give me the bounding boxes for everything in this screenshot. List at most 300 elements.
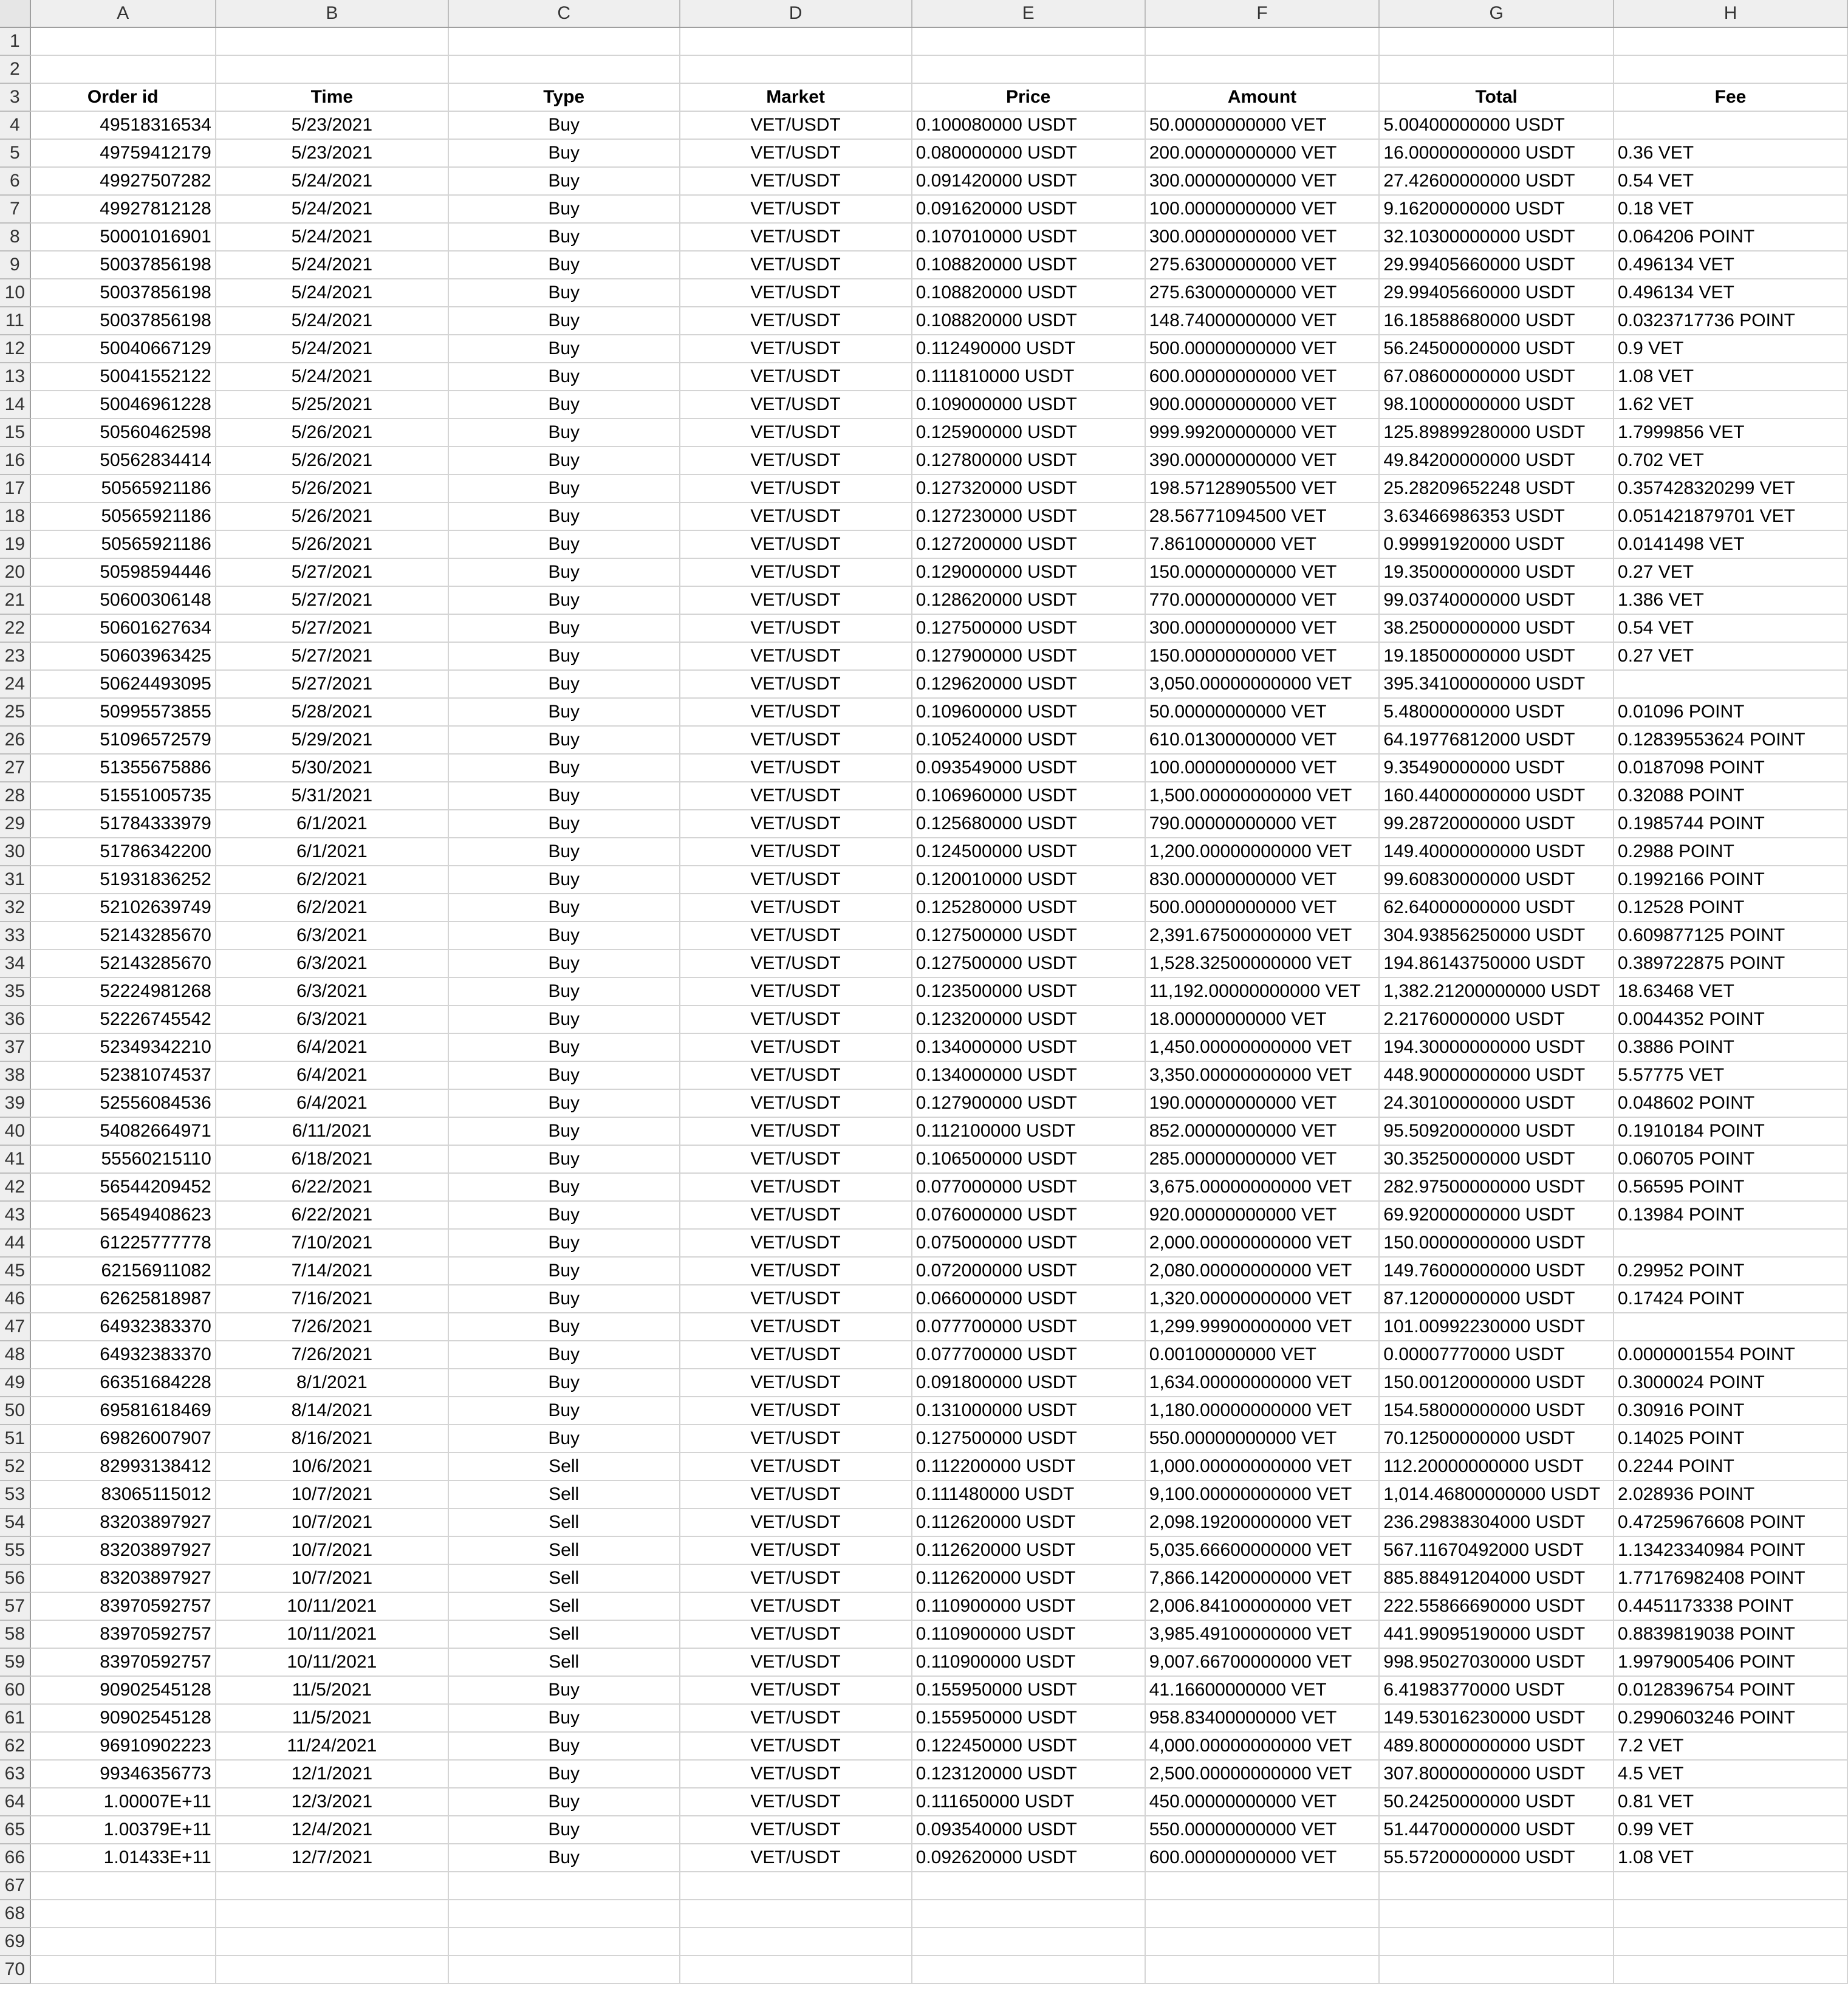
header-cell[interactable]: Order id <box>30 83 216 111</box>
table-cell[interactable]: Buy <box>448 502 680 530</box>
table-cell[interactable]: 29.99405660000 USDT <box>1379 279 1614 307</box>
table-cell[interactable]: 0.17424 POINT <box>1614 1285 1847 1313</box>
table-cell[interactable]: Buy <box>448 1425 680 1453</box>
table-cell[interactable]: Buy <box>448 1173 680 1201</box>
table-cell[interactable]: 9.35490000000 USDT <box>1379 754 1614 782</box>
row-header[interactable]: 10 <box>0 279 30 307</box>
empty-cell[interactable] <box>680 55 912 83</box>
table-cell[interactable]: 5/25/2021 <box>216 391 448 419</box>
table-cell[interactable]: VET/USDT <box>680 474 912 502</box>
table-cell[interactable]: 49.84200000000 USDT <box>1379 447 1614 474</box>
table-cell[interactable]: 24.30100000000 USDT <box>1379 1089 1614 1117</box>
table-cell[interactable]: 0.496134 VET <box>1614 251 1847 279</box>
table-cell[interactable]: Buy <box>448 1760 680 1788</box>
table-cell[interactable]: Buy <box>448 1005 680 1033</box>
table-cell[interactable]: VET/USDT <box>680 894 912 922</box>
row-header[interactable]: 35 <box>0 977 30 1005</box>
table-cell[interactable]: 0.134000000 USDT <box>912 1033 1145 1061</box>
table-cell[interactable]: 5/24/2021 <box>216 279 448 307</box>
table-cell[interactable]: 149.40000000000 USDT <box>1379 838 1614 866</box>
table-cell[interactable]: 52143285670 <box>30 922 216 950</box>
column-header-b[interactable]: B <box>216 0 448 27</box>
table-cell[interactable]: 3,675.00000000000 VET <box>1145 1173 1380 1201</box>
row-header[interactable]: 70 <box>0 1956 30 1983</box>
table-cell[interactable]: VET/USDT <box>680 1201 912 1229</box>
row-header[interactable]: 16 <box>0 447 30 474</box>
row-header[interactable]: 27 <box>0 754 30 782</box>
table-cell[interactable]: 5/23/2021 <box>216 111 448 139</box>
table-cell[interactable]: Buy <box>448 810 680 838</box>
table-cell[interactable]: 0.093549000 USDT <box>912 754 1145 782</box>
table-cell[interactable]: Buy <box>448 922 680 950</box>
table-cell[interactable]: 0.134000000 USDT <box>912 1061 1145 1089</box>
table-cell[interactable]: 0.072000000 USDT <box>912 1257 1145 1285</box>
table-cell[interactable]: VET/USDT <box>680 111 912 139</box>
table-cell[interactable]: VET/USDT <box>680 1760 912 1788</box>
table-cell[interactable]: VET/USDT <box>680 1369 912 1397</box>
table-cell[interactable]: 0.2244 POINT <box>1614 1453 1847 1480</box>
table-cell[interactable]: 9.16200000000 USDT <box>1379 195 1614 223</box>
table-cell[interactable]: 0.064206 POINT <box>1614 223 1847 251</box>
table-cell[interactable]: 0.106960000 USDT <box>912 782 1145 810</box>
table-cell[interactable]: Buy <box>448 167 680 195</box>
table-cell[interactable]: Buy <box>448 111 680 139</box>
table-cell[interactable]: 0.112200000 USDT <box>912 1453 1145 1480</box>
row-header[interactable]: 31 <box>0 866 30 894</box>
table-cell[interactable]: 154.58000000000 USDT <box>1379 1397 1614 1425</box>
table-cell[interactable]: 5.48000000000 USDT <box>1379 698 1614 726</box>
table-cell[interactable]: 5/26/2021 <box>216 447 448 474</box>
table-cell[interactable]: 148.74000000000 VET <box>1145 307 1380 335</box>
table-cell[interactable]: 0.123200000 USDT <box>912 1005 1145 1033</box>
table-cell[interactable]: 0.091420000 USDT <box>912 167 1145 195</box>
table-cell[interactable]: 3,050.00000000000 VET <box>1145 670 1380 698</box>
column-header-h[interactable]: H <box>1614 0 1847 27</box>
table-cell[interactable]: 0.27 VET <box>1614 558 1847 586</box>
table-cell[interactable]: Buy <box>448 586 680 614</box>
table-cell[interactable]: 0.13984 POINT <box>1614 1201 1847 1229</box>
table-cell[interactable]: Sell <box>448 1648 680 1676</box>
row-header[interactable]: 6 <box>0 167 30 195</box>
empty-cell[interactable] <box>912 55 1145 83</box>
table-cell[interactable]: 790.00000000000 VET <box>1145 810 1380 838</box>
table-cell[interactable]: VET/USDT <box>680 307 912 335</box>
row-header[interactable]: 47 <box>0 1313 30 1341</box>
empty-cell[interactable] <box>448 55 680 83</box>
table-cell[interactable]: 5.57775 VET <box>1614 1061 1847 1089</box>
row-header[interactable]: 39 <box>0 1089 30 1117</box>
table-cell[interactable]: 56544209452 <box>30 1173 216 1201</box>
table-cell[interactable]: 0.108820000 USDT <box>912 279 1145 307</box>
table-cell[interactable]: VET/USDT <box>680 1676 912 1704</box>
table-cell[interactable]: 0.4451173338 POINT <box>1614 1592 1847 1620</box>
table-cell[interactable]: VET/USDT <box>680 670 912 698</box>
empty-cell[interactable] <box>1379 1900 1614 1928</box>
row-header[interactable]: 44 <box>0 1229 30 1257</box>
table-cell[interactable]: Sell <box>448 1508 680 1536</box>
table-cell[interactable]: 395.34100000000 USDT <box>1379 670 1614 698</box>
table-cell[interactable]: 125.89899280000 USDT <box>1379 419 1614 447</box>
table-cell[interactable]: VET/USDT <box>680 642 912 670</box>
table-cell[interactable]: 300.00000000000 VET <box>1145 614 1380 642</box>
table-cell[interactable]: 0.12528 POINT <box>1614 894 1847 922</box>
table-cell[interactable]: 6/2/2021 <box>216 866 448 894</box>
table-cell[interactable]: 83970592757 <box>30 1620 216 1648</box>
row-header[interactable]: 42 <box>0 1173 30 1201</box>
table-cell[interactable]: 0.127230000 USDT <box>912 502 1145 530</box>
empty-cell[interactable] <box>448 27 680 55</box>
table-cell[interactable]: 304.93856250000 USDT <box>1379 922 1614 950</box>
table-cell[interactable]: 1.9979005406 POINT <box>1614 1648 1847 1676</box>
table-cell[interactable]: Buy <box>448 363 680 391</box>
table-cell[interactable]: 0.091620000 USDT <box>912 195 1145 223</box>
table-cell[interactable]: 0.702 VET <box>1614 447 1847 474</box>
table-cell[interactable]: 300.00000000000 VET <box>1145 167 1380 195</box>
empty-cell[interactable] <box>1614 1900 1847 1928</box>
table-cell[interactable]: 160.44000000000 USDT <box>1379 782 1614 810</box>
empty-cell[interactable] <box>1614 1956 1847 1983</box>
header-cell[interactable]: Amount <box>1145 83 1380 111</box>
table-cell[interactable]: 200.00000000000 VET <box>1145 139 1380 167</box>
row-header[interactable]: 54 <box>0 1508 30 1536</box>
table-cell[interactable]: 2,006.84100000000 VET <box>1145 1592 1380 1620</box>
table-cell[interactable]: 55.57200000000 USDT <box>1379 1844 1614 1872</box>
table-cell[interactable]: 8/16/2021 <box>216 1425 448 1453</box>
table-cell[interactable]: 62.64000000000 USDT <box>1379 894 1614 922</box>
table-cell[interactable]: VET/USDT <box>680 1536 912 1564</box>
table-cell[interactable]: 25.28209652248 USDT <box>1379 474 1614 502</box>
table-cell[interactable]: 99.03740000000 USDT <box>1379 586 1614 614</box>
table-cell[interactable]: 9,007.66700000000 VET <box>1145 1648 1380 1676</box>
table-cell[interactable]: 87.12000000000 USDT <box>1379 1285 1614 1313</box>
table-cell[interactable]: 99.60830000000 USDT <box>1379 866 1614 894</box>
row-header[interactable]: 11 <box>0 307 30 335</box>
table-cell[interactable]: VET/USDT <box>680 1089 912 1117</box>
table-cell[interactable]: 1,450.00000000000 VET <box>1145 1033 1380 1061</box>
table-cell[interactable]: 600.00000000000 VET <box>1145 1844 1380 1872</box>
row-header[interactable]: 49 <box>0 1369 30 1397</box>
table-cell[interactable]: 2,000.00000000000 VET <box>1145 1229 1380 1257</box>
table-cell[interactable]: 0.1992166 POINT <box>1614 866 1847 894</box>
row-header[interactable]: 43 <box>0 1201 30 1229</box>
table-cell[interactable]: Buy <box>448 530 680 558</box>
empty-cell[interactable] <box>30 55 216 83</box>
table-cell[interactable]: VET/USDT <box>680 139 912 167</box>
table-cell[interactable]: VET/USDT <box>680 1480 912 1508</box>
table-cell[interactable]: 1.77176982408 POINT <box>1614 1564 1847 1592</box>
table-cell[interactable]: 10/11/2021 <box>216 1620 448 1648</box>
table-cell[interactable]: 1,299.99900000000 VET <box>1145 1313 1380 1341</box>
table-cell[interactable]: 1.08 VET <box>1614 363 1847 391</box>
table-cell[interactable]: 0.127500000 USDT <box>912 1425 1145 1453</box>
empty-cell[interactable] <box>680 1956 912 1983</box>
table-cell[interactable]: VET/USDT <box>680 1844 912 1872</box>
table-cell[interactable]: 98.10000000000 USDT <box>1379 391 1614 419</box>
table-cell[interactable]: Buy <box>448 335 680 363</box>
table-cell[interactable]: 50565921186 <box>30 502 216 530</box>
table-cell[interactable]: 0.496134 VET <box>1614 279 1847 307</box>
table-cell[interactable]: VET/USDT <box>680 1005 912 1033</box>
empty-cell[interactable] <box>30 27 216 55</box>
table-cell[interactable]: 0.0141498 VET <box>1614 530 1847 558</box>
table-cell[interactable]: 222.55866690000 USDT <box>1379 1592 1614 1620</box>
table-cell[interactable]: Buy <box>448 1676 680 1704</box>
table-cell[interactable]: 5,035.66600000000 VET <box>1145 1536 1380 1564</box>
table-cell[interactable]: 5/28/2021 <box>216 698 448 726</box>
row-header[interactable]: 18 <box>0 502 30 530</box>
table-cell[interactable]: 96910902223 <box>30 1732 216 1760</box>
table-cell[interactable]: 236.29838304000 USDT <box>1379 1508 1614 1536</box>
table-cell[interactable]: VET/USDT <box>680 279 912 307</box>
table-cell[interactable]: 6/4/2021 <box>216 1033 448 1061</box>
row-header[interactable]: 8 <box>0 223 30 251</box>
row-header[interactable]: 32 <box>0 894 30 922</box>
table-cell[interactable]: 770.00000000000 VET <box>1145 586 1380 614</box>
table-cell[interactable]: 5/27/2021 <box>216 670 448 698</box>
table-cell[interactable]: 5.00400000000 USDT <box>1379 111 1614 139</box>
row-header[interactable]: 64 <box>0 1788 30 1816</box>
table-cell[interactable]: Buy <box>448 642 680 670</box>
row-header[interactable]: 60 <box>0 1676 30 1704</box>
table-cell[interactable]: 0.110900000 USDT <box>912 1620 1145 1648</box>
table-cell[interactable]: VET/USDT <box>680 866 912 894</box>
table-cell[interactable]: Buy <box>448 1089 680 1117</box>
row-header[interactable]: 4 <box>0 111 30 139</box>
table-cell[interactable]: 5/24/2021 <box>216 223 448 251</box>
table-cell[interactable]: 49759412179 <box>30 139 216 167</box>
empty-cell[interactable] <box>680 1872 912 1900</box>
table-cell[interactable]: 5/27/2021 <box>216 586 448 614</box>
table-cell[interactable]: 0.125280000 USDT <box>912 894 1145 922</box>
table-cell[interactable]: 51784333979 <box>30 810 216 838</box>
table-cell[interactable]: VET/USDT <box>680 530 912 558</box>
table-cell[interactable]: 83203897927 <box>30 1508 216 1536</box>
row-header[interactable]: 69 <box>0 1928 30 1956</box>
table-cell[interactable]: 999.99200000000 VET <box>1145 419 1380 447</box>
table-cell[interactable]: 0.125680000 USDT <box>912 810 1145 838</box>
table-cell[interactable]: Buy <box>448 251 680 279</box>
empty-cell[interactable] <box>1614 27 1847 55</box>
table-cell[interactable]: 0.107010000 USDT <box>912 223 1145 251</box>
table-cell[interactable]: 448.90000000000 USDT <box>1379 1061 1614 1089</box>
table-cell[interactable]: VET/USDT <box>680 363 912 391</box>
table-cell[interactable]: VET/USDT <box>680 698 912 726</box>
table-cell[interactable]: Buy <box>448 698 680 726</box>
table-cell[interactable]: 52556084536 <box>30 1089 216 1117</box>
table-cell[interactable]: 50600306148 <box>30 586 216 614</box>
table-cell[interactable]: 0.127500000 USDT <box>912 614 1145 642</box>
table-cell[interactable]: 0.111480000 USDT <box>912 1480 1145 1508</box>
table-cell[interactable]: Buy <box>448 782 680 810</box>
table-cell[interactable]: 6/3/2021 <box>216 950 448 977</box>
empty-cell[interactable] <box>680 1900 912 1928</box>
table-cell[interactable]: 56.24500000000 USDT <box>1379 335 1614 363</box>
row-header[interactable]: 38 <box>0 1061 30 1089</box>
table-cell[interactable]: Sell <box>448 1480 680 1508</box>
table-cell[interactable]: 50601627634 <box>30 614 216 642</box>
header-cell[interactable]: Time <box>216 83 448 111</box>
table-cell[interactable]: VET/USDT <box>680 1397 912 1425</box>
table-cell[interactable]: 69.92000000000 USDT <box>1379 1201 1614 1229</box>
table-cell[interactable]: 5/24/2021 <box>216 335 448 363</box>
table-cell[interactable]: VET/USDT <box>680 1592 912 1620</box>
table-cell[interactable]: 69581618469 <box>30 1397 216 1425</box>
table-cell[interactable]: VET/USDT <box>680 810 912 838</box>
table-cell[interactable]: 51355675886 <box>30 754 216 782</box>
table-cell[interactable]: 32.10300000000 USDT <box>1379 223 1614 251</box>
table-cell[interactable]: Buy <box>448 614 680 642</box>
row-header[interactable]: 26 <box>0 726 30 754</box>
table-cell[interactable]: 50041552122 <box>30 363 216 391</box>
table-cell[interactable]: 10/7/2021 <box>216 1480 448 1508</box>
empty-cell[interactable] <box>912 1900 1145 1928</box>
table-cell[interactable] <box>1614 1229 1847 1257</box>
table-cell[interactable]: Buy <box>448 1033 680 1061</box>
table-cell[interactable]: 51786342200 <box>30 838 216 866</box>
table-cell[interactable]: 1,634.00000000000 VET <box>1145 1369 1380 1397</box>
table-cell[interactable]: Buy <box>448 1788 680 1816</box>
table-cell[interactable]: 489.80000000000 USDT <box>1379 1732 1614 1760</box>
table-cell[interactable]: 1,382.21200000000 USDT <box>1379 977 1614 1005</box>
row-header[interactable]: 20 <box>0 558 30 586</box>
table-cell[interactable]: 11/5/2021 <box>216 1704 448 1732</box>
table-cell[interactable]: 190.00000000000 VET <box>1145 1089 1380 1117</box>
table-cell[interactable]: 90902545128 <box>30 1704 216 1732</box>
table-cell[interactable]: 50040667129 <box>30 335 216 363</box>
table-cell[interactable]: Buy <box>448 195 680 223</box>
table-cell[interactable]: 149.53016230000 USDT <box>1379 1704 1614 1732</box>
header-cell[interactable]: Market <box>680 83 912 111</box>
table-cell[interactable]: 50565921186 <box>30 474 216 502</box>
row-header[interactable]: 17 <box>0 474 30 502</box>
table-cell[interactable]: 0.109000000 USDT <box>912 391 1145 419</box>
table-cell[interactable]: 0.0000001554 POINT <box>1614 1341 1847 1369</box>
table-cell[interactable]: 450.00000000000 VET <box>1145 1788 1380 1816</box>
empty-cell[interactable] <box>1614 1872 1847 1900</box>
table-cell[interactable]: 0.8839819038 POINT <box>1614 1620 1847 1648</box>
table-cell[interactable]: 0.99 VET <box>1614 1816 1847 1844</box>
column-header-e[interactable]: E <box>912 0 1145 27</box>
table-cell[interactable]: 69826007907 <box>30 1425 216 1453</box>
row-header[interactable]: 23 <box>0 642 30 670</box>
table-cell[interactable]: 12/7/2021 <box>216 1844 448 1872</box>
table-cell[interactable]: 0.091800000 USDT <box>912 1369 1145 1397</box>
row-header[interactable]: 30 <box>0 838 30 866</box>
table-cell[interactable]: 0.127500000 USDT <box>912 950 1145 977</box>
empty-cell[interactable] <box>448 1872 680 1900</box>
table-cell[interactable]: Buy <box>448 1117 680 1145</box>
table-cell[interactable]: Buy <box>448 1201 680 1229</box>
table-cell[interactable]: 1,014.46800000000 USDT <box>1379 1480 1614 1508</box>
empty-cell[interactable] <box>1145 1872 1380 1900</box>
table-cell[interactable]: 0.0128396754 POINT <box>1614 1676 1847 1704</box>
table-cell[interactable]: Buy <box>448 754 680 782</box>
table-cell[interactable]: 3,350.00000000000 VET <box>1145 1061 1380 1089</box>
table-cell[interactable]: 0.093540000 USDT <box>912 1816 1145 1844</box>
table-cell[interactable]: Buy <box>448 670 680 698</box>
table-cell[interactable]: 0.47259676608 POINT <box>1614 1508 1847 1536</box>
table-cell[interactable]: 99.28720000000 USDT <box>1379 810 1614 838</box>
table-cell[interactable]: 51.44700000000 USDT <box>1379 1816 1614 1844</box>
empty-cell[interactable] <box>448 1956 680 1983</box>
table-cell[interactable]: 0.110900000 USDT <box>912 1648 1145 1676</box>
row-header[interactable]: 12 <box>0 335 30 363</box>
table-cell[interactable]: 1,000.00000000000 VET <box>1145 1453 1380 1480</box>
column-header-a[interactable]: A <box>30 0 216 27</box>
table-cell[interactable]: 0.99991920000 USDT <box>1379 530 1614 558</box>
empty-cell[interactable] <box>1379 1956 1614 1983</box>
table-cell[interactable]: 83065115012 <box>30 1480 216 1508</box>
row-header[interactable]: 5 <box>0 139 30 167</box>
table-cell[interactable]: 3.63466986353 USDT <box>1379 502 1614 530</box>
table-cell[interactable]: 500.00000000000 VET <box>1145 894 1380 922</box>
table-cell[interactable]: 0.00100000000 VET <box>1145 1341 1380 1369</box>
table-cell[interactable]: 285.00000000000 VET <box>1145 1145 1380 1173</box>
table-cell[interactable]: 11/5/2021 <box>216 1676 448 1704</box>
empty-cell[interactable] <box>216 1900 448 1928</box>
table-cell[interactable]: 0.155950000 USDT <box>912 1704 1145 1732</box>
table-cell[interactable]: 0.127320000 USDT <box>912 474 1145 502</box>
table-cell[interactable]: 6/4/2021 <box>216 1089 448 1117</box>
empty-cell[interactable] <box>912 27 1145 55</box>
empty-cell[interactable] <box>1145 1928 1380 1956</box>
table-cell[interactable]: 0.3886 POINT <box>1614 1033 1847 1061</box>
table-cell[interactable]: 1,200.00000000000 VET <box>1145 838 1380 866</box>
table-cell[interactable]: 4.5 VET <box>1614 1760 1847 1788</box>
table-cell[interactable]: 2,391.67500000000 VET <box>1145 922 1380 950</box>
row-header[interactable]: 21 <box>0 586 30 614</box>
table-cell[interactable]: 0.111650000 USDT <box>912 1788 1145 1816</box>
table-cell[interactable]: 100.00000000000 VET <box>1145 754 1380 782</box>
table-cell[interactable]: Sell <box>448 1592 680 1620</box>
table-cell[interactable]: 18.63468 VET <box>1614 977 1847 1005</box>
row-header[interactable]: 46 <box>0 1285 30 1313</box>
table-cell[interactable]: 112.20000000000 USDT <box>1379 1453 1614 1480</box>
table-cell[interactable]: VET/USDT <box>680 1788 912 1816</box>
table-cell[interactable]: 600.00000000000 VET <box>1145 363 1380 391</box>
table-cell[interactable]: 38.25000000000 USDT <box>1379 614 1614 642</box>
table-cell[interactable]: VET/USDT <box>680 1341 912 1369</box>
table-cell[interactable]: 83203897927 <box>30 1564 216 1592</box>
table-cell[interactable]: 50565921186 <box>30 530 216 558</box>
table-cell[interactable]: 5/27/2021 <box>216 614 448 642</box>
table-cell[interactable]: 10/7/2021 <box>216 1564 448 1592</box>
table-cell[interactable]: 0.092620000 USDT <box>912 1844 1145 1872</box>
table-cell[interactable]: 6/22/2021 <box>216 1201 448 1229</box>
table-cell[interactable]: 2,080.00000000000 VET <box>1145 1257 1380 1285</box>
column-header-d[interactable]: D <box>680 0 912 27</box>
table-cell[interactable]: 52226745542 <box>30 1005 216 1033</box>
table-cell[interactable]: 7/26/2021 <box>216 1341 448 1369</box>
table-cell[interactable]: 550.00000000000 VET <box>1145 1425 1380 1453</box>
empty-cell[interactable] <box>1145 1900 1380 1928</box>
table-cell[interactable]: Buy <box>448 1061 680 1089</box>
table-cell[interactable]: 0.112100000 USDT <box>912 1117 1145 1145</box>
table-cell[interactable]: 7.86100000000 VET <box>1145 530 1380 558</box>
table-cell[interactable]: 1.386 VET <box>1614 586 1847 614</box>
table-cell[interactable]: VET/USDT <box>680 1257 912 1285</box>
table-cell[interactable]: 0.30916 POINT <box>1614 1397 1847 1425</box>
row-header[interactable]: 40 <box>0 1117 30 1145</box>
table-cell[interactable]: 27.42600000000 USDT <box>1379 167 1614 195</box>
table-cell[interactable]: 0.111810000 USDT <box>912 363 1145 391</box>
empty-cell[interactable] <box>216 55 448 83</box>
column-header-c[interactable]: C <box>448 0 680 27</box>
row-header[interactable]: 65 <box>0 1816 30 1844</box>
table-cell[interactable]: VET/USDT <box>680 1173 912 1201</box>
table-cell[interactable]: 10/6/2021 <box>216 1453 448 1480</box>
table-cell[interactable]: 9,100.00000000000 VET <box>1145 1480 1380 1508</box>
